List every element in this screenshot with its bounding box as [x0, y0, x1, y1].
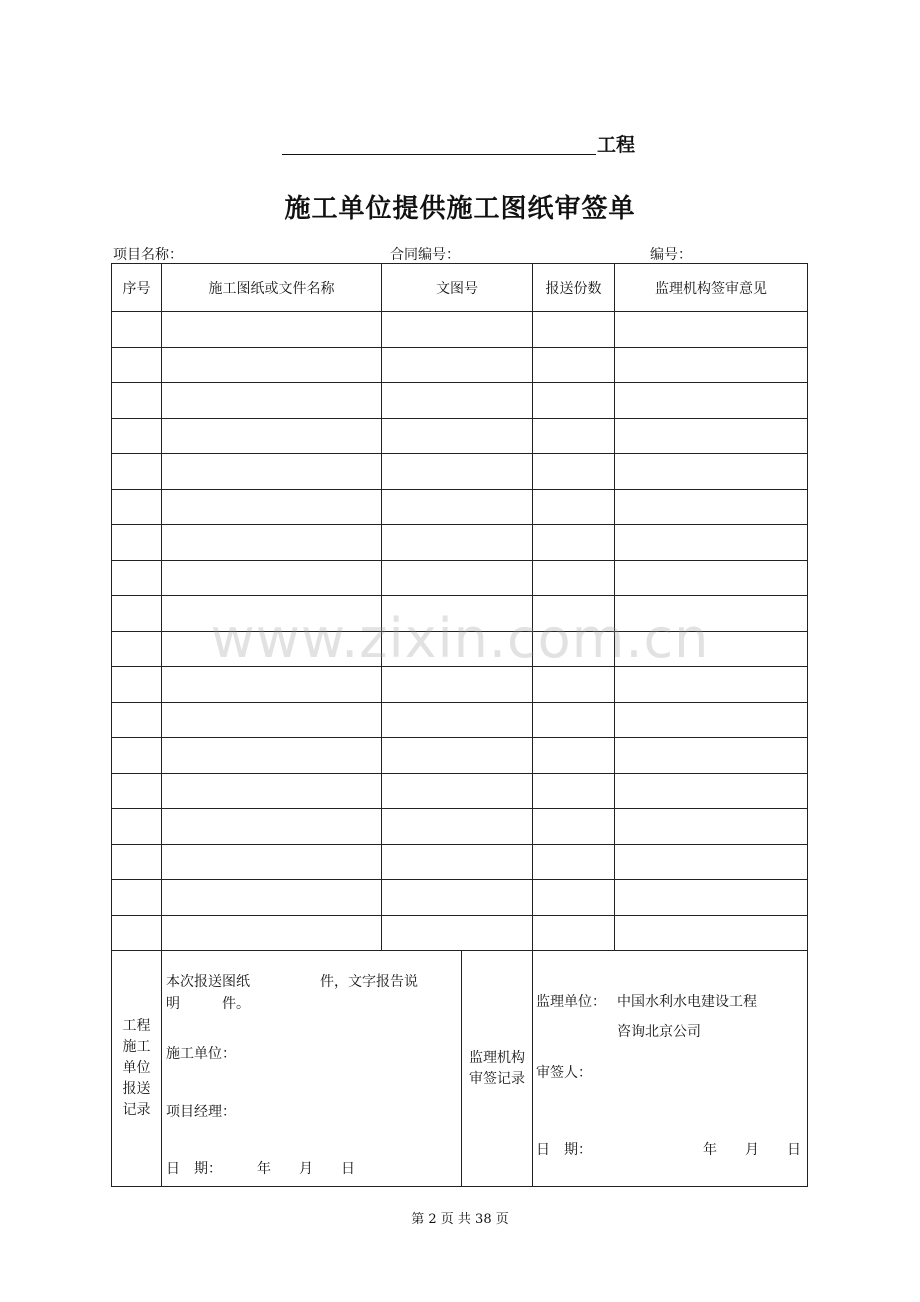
table-row	[112, 489, 808, 525]
cell-drawing-name	[162, 560, 382, 596]
cell-drawing-no	[382, 560, 533, 596]
cell-review-opinion	[615, 525, 808, 561]
cell-copies	[533, 880, 615, 916]
col-header-drawing-name: 施工图纸或文件名称	[162, 264, 382, 312]
supervisor-label-line: 监理机构	[469, 1049, 525, 1066]
table-row	[112, 347, 808, 383]
table-row	[112, 312, 808, 348]
cell-drawing-no	[382, 738, 533, 774]
contractor-label-line: 单位	[122, 1060, 151, 1076]
cell-review-opinion	[615, 773, 808, 809]
cell-seq	[112, 880, 162, 916]
cell-drawing-name	[162, 347, 382, 383]
table-row	[112, 667, 808, 703]
cell-review-opinion	[615, 489, 808, 525]
page-footer: 第 2 页 共 38 页	[411, 1212, 509, 1227]
serial-number-label: 编号：	[650, 247, 692, 263]
contractor-label-line: 报送	[122, 1081, 151, 1097]
cell-copies	[533, 667, 615, 703]
contractor-date: 日 期： 年 月 日	[166, 1161, 355, 1177]
table-row	[112, 525, 808, 561]
cell-copies	[533, 383, 615, 419]
supervisor-record-content	[533, 951, 808, 1187]
cell-drawing-no	[382, 880, 533, 916]
cell-copies	[533, 418, 615, 454]
cell-drawing-no	[382, 844, 533, 880]
cell-drawing-no	[382, 454, 533, 490]
table-row	[112, 809, 808, 845]
cell-copies	[533, 489, 615, 525]
table-row	[112, 844, 808, 880]
col-header-copies: 报送份数	[533, 264, 615, 312]
cell-drawing-name	[162, 844, 382, 880]
cell-drawing-name	[162, 809, 382, 845]
cell-review-opinion	[615, 560, 808, 596]
table-row	[112, 738, 808, 774]
contractor-record-label	[112, 951, 162, 1187]
table-row	[112, 915, 808, 951]
contractor-label-line: 施工	[122, 1039, 151, 1055]
cell-review-opinion	[615, 915, 808, 951]
cell-drawing-no	[382, 702, 533, 738]
cell-drawing-no	[382, 312, 533, 348]
project-name-blank-line	[282, 130, 596, 155]
cell-copies	[533, 738, 615, 774]
cell-review-opinion	[615, 312, 808, 348]
col-header-drawing-no: 文图号	[382, 264, 533, 312]
cell-review-opinion	[615, 844, 808, 880]
cell-drawing-name	[162, 738, 382, 774]
document-title: 施工单位提供施工图纸审签单	[284, 194, 636, 224]
cell-copies	[533, 773, 615, 809]
cell-review-opinion	[615, 702, 808, 738]
supervisor-label-line: 审签记录	[469, 1070, 525, 1087]
table-row	[112, 773, 808, 809]
cell-drawing-name	[162, 418, 382, 454]
submission-count-line1: 本次报送图纸 件，文字报告说	[166, 974, 418, 990]
table-header-row	[112, 264, 808, 312]
contract-number-label: 合同编号：	[390, 247, 460, 263]
table-row	[112, 454, 808, 490]
cell-seq	[112, 489, 162, 525]
supervisor-date-ymd: 年 月 日	[703, 1142, 801, 1158]
table-row	[112, 383, 808, 419]
cell-drawing-name	[162, 667, 382, 703]
cell-drawing-name	[162, 489, 382, 525]
supervisor-unit-label: 监理单位：	[536, 994, 606, 1010]
project-name-label: 项目名称：	[113, 247, 183, 263]
cell-seq	[112, 560, 162, 596]
cell-seq	[112, 702, 162, 738]
cell-drawing-no	[382, 525, 533, 561]
cell-copies	[533, 454, 615, 490]
record-row	[112, 951, 808, 1187]
cell-seq	[112, 738, 162, 774]
cell-copies	[533, 347, 615, 383]
col-header-seq: 序号	[112, 264, 162, 312]
cell-review-opinion	[615, 418, 808, 454]
cell-review-opinion	[615, 454, 808, 490]
cell-copies	[533, 844, 615, 880]
cell-seq	[112, 915, 162, 951]
cell-copies	[533, 915, 615, 951]
cell-drawing-no	[382, 347, 533, 383]
cell-seq	[112, 454, 162, 490]
supervisor-record-label	[462, 951, 533, 1187]
cell-drawing-name	[162, 702, 382, 738]
cell-copies	[533, 560, 615, 596]
cell-drawing-no	[382, 773, 533, 809]
contractor-label-line: 工程	[122, 1018, 151, 1034]
supervisor-unit-name-line1: 中国水利水电建设工程	[617, 994, 757, 1010]
supervisor-unit-name-line2: 咨询北京公司	[617, 1024, 701, 1040]
col-header-review-opinion: 监理机构签审意见	[615, 264, 808, 312]
cell-seq	[112, 312, 162, 348]
cell-drawing-name	[162, 383, 382, 419]
cell-seq	[112, 383, 162, 419]
cell-review-opinion	[615, 809, 808, 845]
cell-drawing-name	[162, 773, 382, 809]
cell-drawing-no	[382, 809, 533, 845]
cell-drawing-name	[162, 880, 382, 916]
cell-copies	[533, 809, 615, 845]
cell-review-opinion	[615, 880, 808, 916]
cell-drawing-no	[382, 915, 533, 951]
project-manager-label: 项目经理：	[166, 1104, 236, 1120]
cell-seq	[112, 347, 162, 383]
cell-drawing-no	[382, 418, 533, 454]
cell-review-opinion	[615, 347, 808, 383]
cell-drawing-no	[382, 489, 533, 525]
supervisor-date-label: 日 期：	[536, 1142, 592, 1158]
drawing-review-table	[111, 263, 808, 1187]
cell-drawing-name	[162, 454, 382, 490]
cell-review-opinion	[615, 383, 808, 419]
cell-seq	[112, 525, 162, 561]
cell-seq	[112, 844, 162, 880]
cell-copies	[533, 525, 615, 561]
contractor-unit-label: 施工单位：	[166, 1046, 236, 1062]
cell-seq	[112, 667, 162, 703]
cell-copies	[533, 312, 615, 348]
cell-drawing-name	[162, 525, 382, 561]
cell-seq	[112, 809, 162, 845]
cell-review-opinion	[615, 738, 808, 774]
cell-seq	[112, 418, 162, 454]
table-row	[112, 560, 808, 596]
cell-drawing-no	[382, 667, 533, 703]
cell-copies	[533, 702, 615, 738]
cell-review-opinion	[615, 667, 808, 703]
watermark: www.zixin.com.cn	[210, 607, 710, 670]
contractor-label-line: 记录	[122, 1102, 151, 1118]
contractor-record-content	[162, 951, 462, 1187]
project-suffix: 工程	[597, 134, 636, 156]
table-row	[112, 702, 808, 738]
cell-drawing-no	[382, 383, 533, 419]
signer-label: 审签人：	[536, 1065, 592, 1081]
table-row	[112, 880, 808, 916]
submission-count-line2: 明 件。	[166, 996, 250, 1012]
table-row	[112, 418, 808, 454]
cell-seq	[112, 773, 162, 809]
cell-drawing-name	[162, 915, 382, 951]
cell-drawing-name	[162, 312, 382, 348]
